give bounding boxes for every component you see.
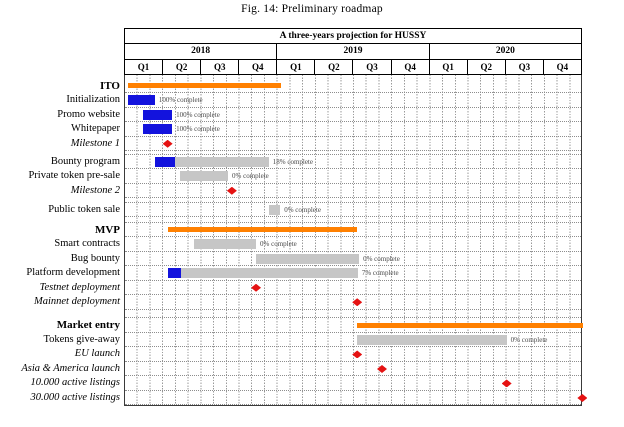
row-label: Platform development bbox=[26, 267, 120, 278]
gantt-row bbox=[125, 203, 581, 218]
gantt-row bbox=[125, 223, 581, 238]
quarter-header-2020-Q3: Q3 bbox=[505, 60, 543, 74]
figure-caption: Fig. 14: Preliminary roadmap bbox=[241, 3, 383, 15]
group-bar bbox=[357, 323, 583, 328]
task-bar bbox=[269, 205, 280, 215]
task-progress-fill bbox=[168, 268, 181, 278]
row-label: Bounty program bbox=[50, 155, 120, 167]
row-label: Public token sale bbox=[48, 203, 120, 215]
task-progress-fill bbox=[143, 124, 172, 134]
quarter-header-2018-Q2: Q2 bbox=[162, 60, 200, 74]
gantt-title: A three-years projection for HUSSY bbox=[125, 29, 581, 44]
task-bar bbox=[357, 335, 506, 345]
row-label: Asia & America launch bbox=[21, 362, 120, 374]
quarter-header-2019-Q3: Q3 bbox=[352, 60, 390, 74]
task-bar bbox=[143, 124, 172, 134]
milestone-diamond-icon bbox=[227, 187, 237, 195]
progress-label: 100% complete bbox=[158, 96, 203, 104]
task-bar bbox=[155, 157, 269, 167]
milestone-diamond-icon bbox=[502, 379, 512, 387]
gantt-row bbox=[125, 295, 581, 310]
gantt-row bbox=[125, 376, 581, 391]
quarter-header-2020-Q2: Q2 bbox=[467, 60, 505, 74]
gantt-row bbox=[125, 122, 581, 137]
quarter-header-2019-Q2: Q2 bbox=[314, 60, 352, 74]
quarter-header-2018-Q1: Q1 bbox=[137, 62, 150, 72]
progress-label: 0% complete bbox=[232, 172, 269, 180]
progress-label: 7% complete bbox=[361, 269, 399, 277]
progress-label: 0% complete bbox=[510, 335, 548, 344]
progress-label: 100% complete bbox=[176, 125, 220, 133]
gantt-row bbox=[125, 108, 581, 123]
row-label: Initialization bbox=[66, 94, 120, 105]
years-row bbox=[125, 44, 581, 60]
group-bar bbox=[128, 83, 281, 88]
progress-label: 100% complete bbox=[176, 110, 220, 119]
quarter-header-2020-Q1: Q1 bbox=[429, 60, 467, 74]
row-label: Milestone 1 bbox=[70, 137, 120, 149]
row-label: 10.000 active listings bbox=[30, 377, 120, 389]
task-bar bbox=[143, 110, 172, 120]
quarters-row bbox=[125, 60, 581, 74]
row-label: Market entry bbox=[56, 319, 120, 332]
gantt-row bbox=[125, 318, 581, 333]
row-label: ITO bbox=[100, 79, 120, 92]
task-progress-fill bbox=[143, 110, 172, 120]
row-labels bbox=[0, 75, 120, 406]
gantt-row bbox=[125, 252, 581, 267]
gantt-row bbox=[125, 266, 581, 281]
milestone-diamond-icon bbox=[352, 298, 362, 306]
milestone-diamond-icon bbox=[352, 350, 362, 358]
task-progress-fill bbox=[155, 157, 175, 167]
task-bar bbox=[194, 239, 256, 249]
progress-label: 0% complete bbox=[284, 205, 321, 214]
row-label: Tokens give-away bbox=[43, 333, 120, 345]
gantt-row bbox=[125, 93, 581, 108]
year-header-2020: 2020 bbox=[429, 44, 581, 59]
gantt-row bbox=[125, 333, 581, 348]
gantt-row bbox=[125, 184, 581, 199]
gantt-row bbox=[125, 281, 581, 296]
milestone-diamond-icon bbox=[163, 140, 173, 148]
quarter-header-2019-Q4: Q4 bbox=[391, 60, 429, 74]
row-label: Private token pre-sale bbox=[28, 170, 120, 181]
task-bar bbox=[256, 254, 359, 264]
gantt-chart-area bbox=[124, 75, 582, 406]
progress-label: 18% complete bbox=[272, 157, 313, 166]
gantt-row bbox=[125, 347, 581, 362]
row-label: MVP bbox=[94, 223, 120, 236]
gantt-row bbox=[125, 169, 581, 184]
year-header-2018: 2018 bbox=[191, 46, 211, 56]
task-bar bbox=[180, 171, 228, 181]
task-bar bbox=[168, 268, 358, 278]
row-label: Smart contracts bbox=[54, 238, 120, 249]
milestone-diamond-icon bbox=[251, 284, 261, 292]
milestone-diamond-icon bbox=[577, 394, 587, 402]
row-label: Bug bounty bbox=[70, 252, 120, 264]
quarter-header-2018-Q3: Q3 bbox=[200, 60, 238, 74]
task-bar bbox=[128, 95, 155, 105]
milestone-diamond-icon bbox=[377, 365, 387, 373]
gantt-row bbox=[125, 237, 581, 252]
row-label: Mainnet deployment bbox=[33, 296, 120, 307]
gantt-header bbox=[124, 28, 582, 75]
row-label: Testnet deployment bbox=[39, 281, 120, 293]
gantt-row bbox=[125, 362, 581, 377]
quarter-header-2018-Q4: Q4 bbox=[238, 60, 276, 74]
gantt-row bbox=[125, 137, 581, 152]
row-label: 30.000 active listings bbox=[30, 391, 120, 403]
progress-label: 0% complete bbox=[260, 240, 297, 248]
gantt-row bbox=[125, 79, 581, 94]
row-label: Milestone 2 bbox=[70, 184, 120, 196]
year-header-2019: 2019 bbox=[276, 44, 428, 59]
group-bar bbox=[168, 227, 357, 232]
quarter-header-2019-Q1: Q1 bbox=[276, 60, 314, 74]
row-label: Promo website bbox=[57, 108, 120, 120]
row-spacer bbox=[125, 310, 581, 319]
progress-label: 0% complete bbox=[363, 254, 400, 263]
row-label: EU launch bbox=[74, 348, 120, 360]
row-label: Whitepaper bbox=[71, 123, 120, 134]
gantt-row bbox=[125, 391, 581, 406]
gantt-row bbox=[125, 155, 581, 170]
quarter-header-2020-Q4: Q4 bbox=[543, 60, 581, 74]
task-progress-fill bbox=[128, 95, 155, 105]
